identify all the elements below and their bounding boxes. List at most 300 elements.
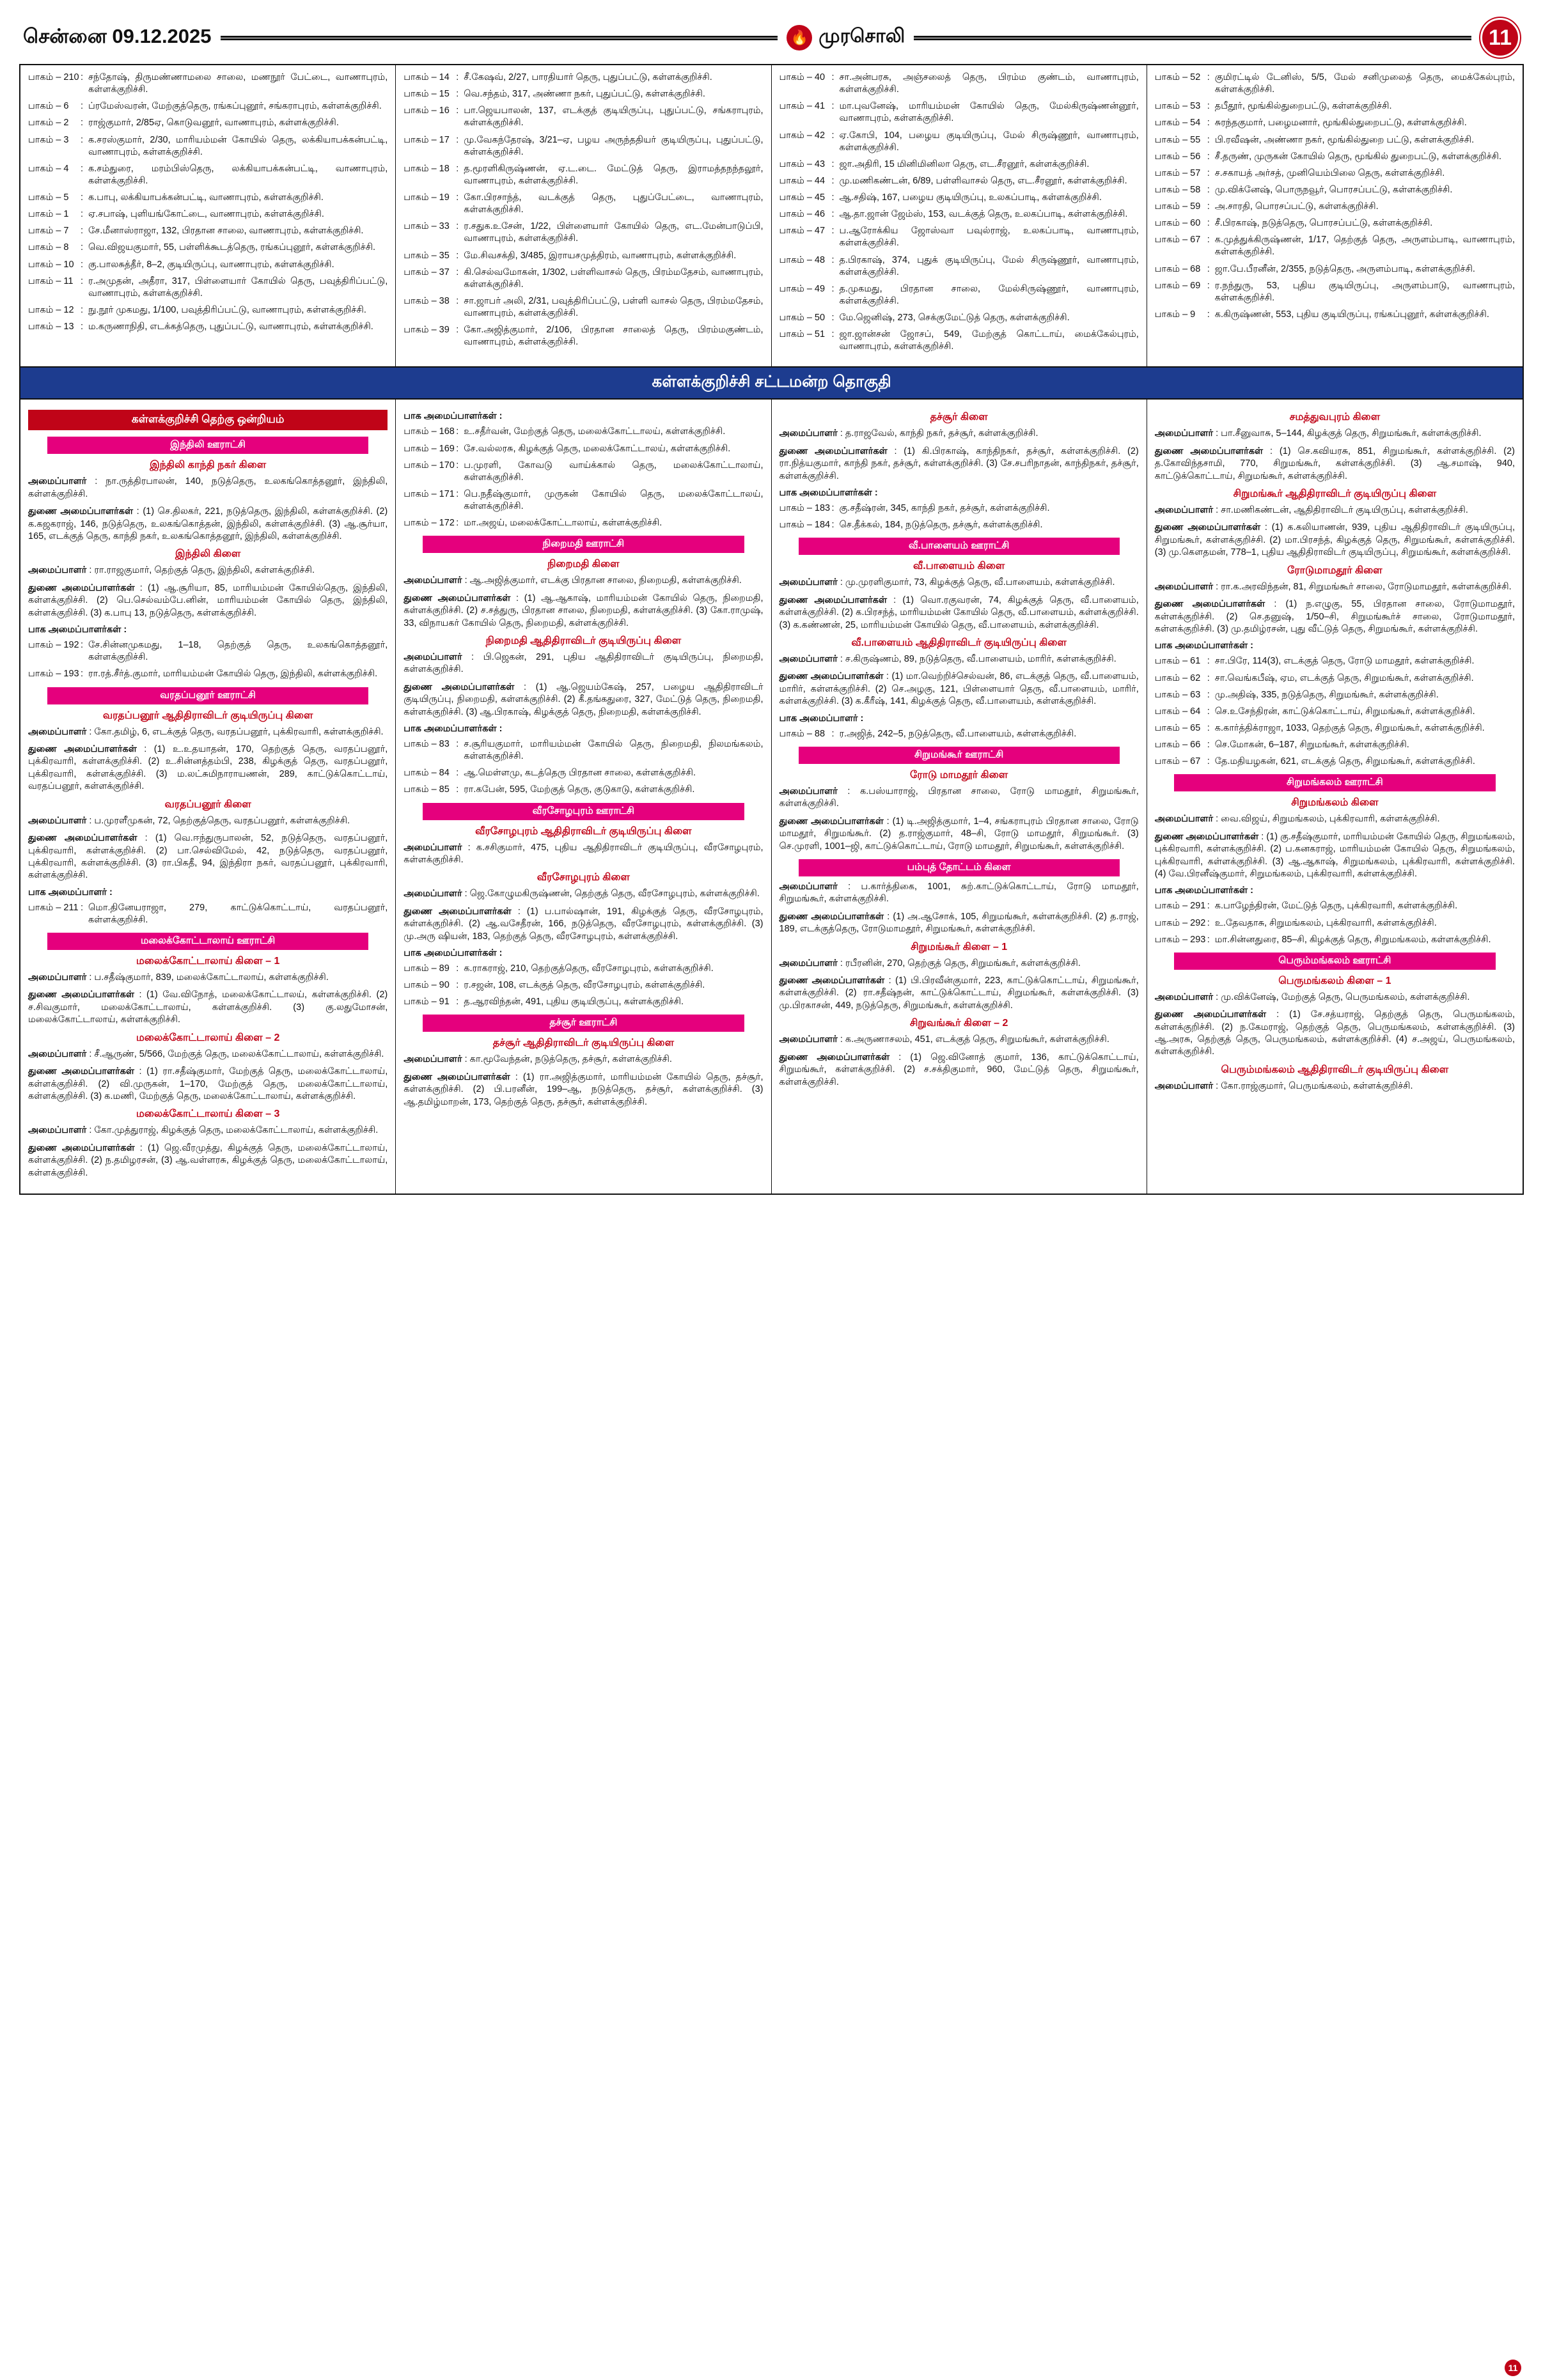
organiser-role-label: துணை அமைப்பாளர்கள் <box>28 1142 135 1153</box>
organiser-details: சீ.கேஷவ், 2/27, பாரதியார் தெரு, புதுப்பட்டு, கள்ளக்குறிச்சி. <box>464 72 712 82</box>
organiser-names: வை.விஜய், சிறுமங்கலம், புக்கிரவாரி, கள்ளக்குறிச்சி. <box>1221 814 1440 825</box>
organiser-role-label: அமைப்பாளர் <box>779 577 838 588</box>
organiser-paragraph: அமைப்பாளர் : கோ.தமிழ், 6, எடக்குத் தெரு, வரதப்பனூர், புக்கிரவாரி, கள்ளக்குறிச்சி. <box>28 726 384 737</box>
organiser-paragraph: துணை அமைப்பாளர்கள் : (1) மா.வெற்றிச்செல்வன், 86, எடக்குத் தெரு, வீ.பாளையம், மாரிர், கள்ளக்குறிச்சி. (2) செ.அழகு, 121, பிள்ளையார் தெரு, வீ.பாளையம், மாரிர், கள்ளக்குறிச்சி. (3) க.கீரீஷ், 141, கிழக்குத் தெரு, வீ.பாளையம், கள்ளக்குறிச்சி. <box>779 671 1139 707</box>
colon-separator: : <box>81 242 84 253</box>
organiser-details: வெ.விஜயகுமார், 55, பள்ளிக்கூடத்தெரு, ரங்கப்புனூர், கள்ளக்குறிச்சி. <box>88 242 376 253</box>
organiser-paragraph: அமைப்பாளர் : பா.சீனுவாசு, 5–144, கிழக்குத் தெரு, சிறுமங்கூர், கள்ளக்குறிச்சி. <box>1154 428 1482 439</box>
lower-sections <box>20 400 1523 1194</box>
part-number: பாகம் – 67 <box>1154 235 1201 245</box>
organiser-paragraph: அமைப்பாளர் : கோ.ராஜ்குமார், பெருமங்கலம், கள்ளக்குறிச்சி. <box>1154 1080 1413 1091</box>
organiser-details: நு.நூர் முகமது, 1/100, பவுத்திரிப்பட்டு, வாணாபுரம், கள்ளக்குறிச்சி. <box>88 304 366 315</box>
colon-separator: : <box>1207 934 1210 945</box>
organiser-names: க.அருணாசலம், 451, எடக்குத் தெரு, சிறுமங்கூர், கள்ளக்குறிச்சி. <box>845 1034 1109 1045</box>
organiser-names: (1) ப.பால்ஷான், 191, கிழக்குத் தெரு, வீரசோழபுரம், கள்ளக்குறிச்சி. (2) ஆ.வசேதீரன், 166, நடுத்தெரு, வீரசோழபுரம், கள்ளக்குறிச்சி. (3) மு.அரு ஷியன், 183, தெற்குத் தெரு, வீரசோழபுரம், கள்ளக்குறிச்சி. <box>403 906 764 942</box>
part-number: பாகம் – 57 <box>1154 167 1201 178</box>
colon-separator: : <box>1207 263 1210 274</box>
brand-name: முரசொலி <box>818 26 905 47</box>
colon-separator: : <box>81 304 84 315</box>
branch-header: வரதப்பனூர் கிளை <box>164 798 251 810</box>
part-number: பாகம் – 293 <box>1154 934 1206 945</box>
part-number: பாகம் – 211 <box>28 902 79 913</box>
part-entry <box>1155 201 1515 213</box>
masthead-rule-right <box>914 36 1471 40</box>
organiser-paragraph: அமைப்பாளர் : கா.மூவேந்தன், நடுத்தெரு, தச்சூர், கள்ளக்குறிச்சி. <box>403 1054 672 1065</box>
part-entry <box>779 130 1139 154</box>
organiser-details: மே.சிவசக்தி, 3/485, இராயசமுத்திரம், வாணாபுரம், கள்ளக்குறிச்சி. <box>464 250 737 261</box>
organiser-role-label: துணை அமைப்பாளர்கள் <box>1154 599 1265 610</box>
organiser-details: ர.நந்துரு, 53, புதிய குடியிருப்பு, அருளம்பாடு, வாணாபுரம், கள்ளக்குறிச்சி. <box>1214 280 1515 303</box>
organiser-names: (1) வொ.ரகுவரன், 74, கிழக்குத் தெரு, வீ.பாளையம், கள்ளக்குறிச்சி. (2) க.பிரசந்த், மாரியம்மன் கோயில் தெரு, வீ.பாளையம், கள்ளக்குறிச்சி. (3) க.கண்ணன், 25, மாரியம்மன் கோயில் தெரு, வீ.பாளையம், கள்ளக்குறிச்சி. <box>779 595 1139 630</box>
part-number: பாகம் – 65 <box>1154 722 1201 733</box>
part-entry <box>403 460 763 484</box>
organiser-details: குமிரட்டில் டேனிஸ், 5/5, மேல் சனிமுலைத் தெரு, மைக்கேல்புரம், கள்ளக்குறிச்சி. <box>1214 72 1515 95</box>
organiser-paragraph: அமைப்பாளர் : வை.விஜய், சிறுமங்கலம், புக்கிரவாரி, கள்ளக்குறிச்சி. <box>1154 814 1440 825</box>
organiser-role-label: துணை அமைப்பாளர்கள் <box>1154 446 1264 456</box>
organiser-names: (1) கு.சதீஷ்குமார், மாரியம்மன் கோயில் தெரு, சிறுமங்கலம், புக்கிரவாரி, கள்ளக்குறிச்சி. (2) ப.கனகராஜ், மாரியம்மன் கோயில் தெரு, சிறுமங்கலம், புக்கிரவாரி, கள்ளக்குறிச்சி. (3) ஆ.ஆகாஷ், சிறுமங்கலம், புக்கிரவாரி, கள்ளக்குறிச்சி. (4) வே.பிரனீஷ்குமார், சிறுமங்கலம், புக்கிரவாரி, கள்ளக்குறிச்சி. <box>1154 831 1515 879</box>
colon-separator: : <box>1207 917 1210 928</box>
part-number: பாகம் – 13 <box>28 322 74 332</box>
part-number: பாகம் – 69 <box>1154 280 1201 291</box>
organiser-role-label: துணை அமைப்பாளர்கள் <box>403 1071 510 1082</box>
branch-header: சிறுமங்கூர் ஆதிதிராவிடர் குடியிருப்பு கிளை <box>1233 488 1437 500</box>
part-entry <box>1155 72 1515 96</box>
part-number: பாகம் – 42 <box>779 130 826 141</box>
organiser-role-label: அமைப்பாளர் <box>779 428 838 439</box>
part-number: பாகம் – 4 <box>28 163 69 174</box>
organiser-role-label: அமைப்பாளர் <box>28 1048 87 1059</box>
organiser-names: ரா.க.அரவிந்தன், 81, சிறுமங்கூர் சாலை, ரோடுமாமதூர், கள்ளக்குறிச்சி. <box>1221 581 1512 592</box>
organiser-names: (1) டி.அஜித்குமார், 1–4, சங்கராபுரம் பிரதான சாலை, ரோடு மாமதூர், சிறுமங்கூர். (2) த.ராஜ்குமார், 48–சி, ரோடு மாமதூர், சிறுமங்கூர். (3) செ.முரளி, 1001–ஜி, காட்டுக்கொட்டாய், ரோடு மாமதூர், சிறுமங்கூர், கள்ளக்குறிச்சி. <box>779 816 1139 852</box>
part-entry <box>779 208 1139 221</box>
branch-header: வீ.பாளையம் ஆதிதிராவிடர் குடியிருப்பு கிளை <box>851 637 1067 648</box>
part-number: பாகம் – 14 <box>403 72 450 82</box>
organiser-details: பெ.நதீஷ்குமார், முருகன் கோயில் தெரு, மலைக்கோட்டாலய், கள்ளக்குறிச்சி. <box>464 488 764 511</box>
part-entry <box>1155 134 1515 146</box>
colon-separator: : <box>831 72 834 82</box>
organiser-role-label: துணை அமைப்பாளர்கள் <box>28 833 137 844</box>
part-organisers-label: பாக அமைப்பாளர்கள் : <box>28 625 127 635</box>
branch-header: ரோடுமாமதூர் கிளை <box>1287 564 1382 576</box>
organiser-role-label: அமைப்பாளர் <box>403 889 462 899</box>
branch-header: வீரசோழபுரம் கிளை <box>537 872 630 883</box>
organiser-details: கு.சதீஷ்ரன், 345, காந்தி நகர், தச்சூர், கள்ளக்குறிச்சி. <box>839 503 1050 514</box>
part-entry <box>403 784 763 796</box>
organiser-details: ரா.ரத்.சீர்த்.குமார், மாரியம்மன் கோயில் தெரு, இந்திலி, கள்ளக்குறிச்சி. <box>88 669 378 680</box>
part-entry <box>1155 917 1515 929</box>
organiser-details: ம.கருணாநிதி, எடக்கத்தெரு, புதுப்பட்டு, வாணாபுரம், கள்ளக்குறிச்சி. <box>88 322 373 332</box>
colon-separator: : <box>81 322 84 332</box>
organiser-details: சீ.தருண், முருகன் கோயில் தெரு, மூங்கில் துறைபட்டு, கள்ளக்குறிச்சி. <box>1214 151 1502 162</box>
organiser-role-label: துணை அமைப்பாளர்கள் <box>403 906 512 917</box>
page-number-badge: 11 <box>1480 18 1520 58</box>
organiser-names: க.பஸ்யாராஜ், பிரதான சாலை, ரோடு மாமதூர், சிறுமங்கூர், கள்ளக்குறிச்சி. <box>779 786 1139 809</box>
part-organisers-label: பாக அமைப்பாளர்கள் : <box>403 948 503 959</box>
part-entry <box>403 996 763 1008</box>
organiser-role-label: துணை அமைப்பாளர்கள் <box>403 593 511 603</box>
organiser-role-label: அமைப்பாளர் <box>28 476 87 487</box>
branch-header: பெருமங்கலம் கிளை – 1 <box>1278 975 1391 986</box>
organiser-details: ர.அமுதன், அதீரா, 317, பிள்ளையார் கோயில் தெரு, பவுத்திரிப்பட்டு, வாணாபுரம், கள்ளக்குறிச்சி. <box>88 276 388 299</box>
part-number: பாகம் – 84 <box>403 768 450 779</box>
branch-header: ரோடு மாமதூர் கிளை <box>910 769 1008 781</box>
organiser-names: (1) அ.ஆசோக், 105, சிறுமங்கூர், கள்ளக்குறிச்சி. (2) த.ராஜ், 189, எடக்குத்தெரு, ரோடுமாமதூர், சிறுமங்கூர், கள்ளக்குறிச்சி. <box>779 911 1139 935</box>
part-entry <box>1155 117 1515 129</box>
panchayat-header: இந்திலி ஊராட்சி <box>47 437 368 454</box>
top-column-1 <box>20 65 396 366</box>
organiser-role-label: அமைப்பாளர் <box>1154 428 1214 439</box>
organiser-details: சா.வெங்கபீஷ், ஏம, எடக்குத் தெரு, சிறுமங்கூர், கள்ளக்குறிச்சி. <box>1214 673 1474 683</box>
organiser-role-label: அமைப்பாளர் <box>28 972 87 983</box>
lower-column-4 <box>1147 400 1523 1194</box>
organiser-details: ஆ.சதிஷ், 167, பழைய குடியிருப்பு, உலகப்பாடி, கள்ளக்குறிச்சி. <box>839 192 1102 203</box>
panchayat-header: நிறைமதி ஊராட்சி <box>423 536 744 553</box>
organiser-role-label: துணை அமைப்பாளர்கள் <box>28 506 134 517</box>
colon-separator: : <box>456 488 459 499</box>
part-organisers-label: பாக அமைப்பாளர்கள் : <box>403 411 503 422</box>
organiser-role-label: அமைப்பாளர் <box>1154 992 1214 1002</box>
organiser-details: ப.ஆரோக்கிய ஜோஸ்வா பவுல்ராஜ், உலகப்பாடி, வாணாபுரம், கள்ளக்குறிச்சி. <box>839 226 1139 249</box>
organiser-paragraph: அமைப்பாளர் : கோ.முத்துராஜ், கிழக்குத் தெரு, மலைக்கோட்டாலாய், கள்ளக்குறிச்சி. <box>28 1125 379 1136</box>
organiser-details: க.பாழேந்திரன், மேட்டுத் தெரு, புக்கிரவாரி, கள்ளக்குறிச்சி. <box>1214 901 1458 912</box>
organiser-details: செ.தீக்கல், 184, நடுத்தெரு, தச்சூர், கள்ளக்குறிச்சி. <box>839 520 1043 531</box>
part-entry <box>403 443 763 455</box>
colon-separator: : <box>831 101 834 112</box>
colon-separator: : <box>831 159 834 169</box>
part-number: பாகம் – 17 <box>403 134 450 145</box>
part-number: பாகம் – 6 <box>28 101 69 112</box>
organiser-details: ஏ.சபாஷ், புளியங்கோட்டை, வாணாபுரம், கள்ளக்குறிச்சி. <box>88 209 324 220</box>
footer-page-badge: 11 <box>1505 2360 1521 2376</box>
colon-separator: : <box>1207 151 1210 162</box>
part-number: பாகம் – 16 <box>403 105 450 116</box>
organiser-paragraph: அமைப்பாளர் : பி.ஜெகன், 291, புதிய ஆதிதிராவிடர் குடியிருப்பு, நிறைமதி, கள்ளக்குறிச்சி. <box>403 651 764 675</box>
part-entry <box>403 267 763 291</box>
organiser-details: ஆ.தா.ஜான் ஜேம்ஸ், 153, வடக்குத் தெரு, உலகப்பாடி, கள்ளக்குறிச்சி. <box>839 209 1128 220</box>
part-entry <box>28 163 388 187</box>
organiser-role-label: துணை அமைப்பாளர்கள் <box>779 1052 890 1062</box>
part-entry <box>779 225 1139 249</box>
organiser-names: (1) சே.சத்யராஜ், தெற்குத் தெரு, பெருமங்கலம், கள்ளக்குறிச்சி. (2) ந.கேமராஜ், தெற்குத் தெரு, பெருமங்கலம், கள்ளக்குறிச்சி. (3) ஆ.அரசு, தெற்குத் தெரு, பெருமங்கலம், கள்ளக்குறிச்சி. (4) ச.அஜய், பெருமங்கலம், கள்ளக்குறிச்சி. <box>1154 1009 1516 1057</box>
organiser-paragraph: துணை அமைப்பாளர்கள் : (1) வெ.ஈந்துருபாலன், 52, நடுத்தெரு, வரதப்பனூர், புக்கிரவாரி, கள்ளக்குறிச்சி. (2) பா.செல்விமேல், 42, நடுத்தெரு, வரதப்பனூர், புக்கிரவாரி, கள்ளக்குறிச்சி. (3) ரா.பிகதீ, 94, இந்திரா நகர், வரதப்பனூர், புக்கிரவாரி, கள்ளக்குறிச்சி. <box>28 833 388 881</box>
panchayat-header: சிறுமங்கலம் ஊராட்சி <box>1174 774 1496 791</box>
part-organisers-label: பாக அமைப்பாளர் : <box>28 887 113 898</box>
content-frame <box>19 64 1524 1195</box>
part-number: பாகம் – 52 <box>1154 72 1201 82</box>
part-entry <box>28 259 388 271</box>
part-entry <box>28 208 388 221</box>
part-entry <box>28 192 388 204</box>
part-number: பாகம் – 18 <box>403 163 450 174</box>
part-number: பாகம் – 51 <box>779 329 826 340</box>
part-number: பாகம் – 35 <box>403 250 450 261</box>
part-number: பாகம் – 3 <box>28 134 69 145</box>
organiser-names: பி.ஜெகன், 291, புதிய ஆதிதிராவிடர் குடியிருப்பு, நிறைமதி, கள்ளக்குறிச்சி. <box>403 651 764 675</box>
organiser-paragraph: அமைப்பாளர் : நா.ருத்திரபாலன், 140, நடுத்தெரு, உலகங்கொத்தனூர், இந்திலி, கள்ளக்குறிச்சி. <box>28 476 388 499</box>
organiser-details: ர.சஜன், 108, எடக்குத் தெரு, வீரசோழபுரம், கள்ளக்குறிச்சி. <box>464 980 705 991</box>
panchayat-header: வீ.பாளையம் ஊராட்சி <box>799 538 1120 555</box>
organiser-names: ச.கிருஷ்ணம், 89, நடுத்தெரு, வீ.பாளையம், மாரிர், கள்ளக்குறிச்சி. <box>845 654 1116 664</box>
colon-separator: : <box>1207 740 1210 751</box>
part-entry <box>28 668 388 680</box>
colon-separator: : <box>1207 756 1210 767</box>
part-entry <box>1155 673 1515 685</box>
part-number: பாகம் – 49 <box>779 283 826 294</box>
part-entry <box>403 488 763 513</box>
part-number: பாகம் – 1 <box>28 209 69 220</box>
colon-separator: : <box>1207 722 1210 733</box>
part-organisers-label: பாக அமைப்பாளர்கள் : <box>1154 885 1253 896</box>
branch-header: இந்திலி காந்தி நகர் கிளை <box>150 460 267 471</box>
part-number: பாகம் – 33 <box>403 221 450 232</box>
organiser-details: ர.சதுக.உசேன், 1/22, பிள்ளையார் கோயில் தெரு, எட.மேன்பாடுப்பி, வாணாபுரம், கள்ளக்குறிச்சி. <box>464 221 764 244</box>
part-number: பாகம் – 88 <box>779 728 826 739</box>
lower-column-3 <box>772 400 1147 1194</box>
organiser-paragraph: துணை அமைப்பாளர்கள் : (1) செ.திலகர், 221, நடுத்தெரு, இந்திலி, கள்ளக்குறிச்சி. (2) க.கஜகராஜ், 146, நடுத்தெரு, உலகங்கொத்தன், இந்திலி, கள்ளக்குறிச்சி. (3) ஆ.சூர்யா, 165, எடக்குத் தெரு, காந்தி நகர், உலகங்கொத்தனூர், இந்திலி, கள்ளக்குறிச்சி. <box>28 506 388 542</box>
organiser-names: கா.மூவேந்தன், நடுத்தெரு, தச்சூர், கள்ளக்குறிச்சி. <box>469 1054 672 1065</box>
colon-separator: : <box>1207 901 1210 912</box>
organiser-role-label: துணை அமைப்பாளர்கள் <box>779 816 884 827</box>
part-number: பாகம் – 40 <box>779 72 826 82</box>
part-number: பாகம் – 62 <box>1154 673 1201 683</box>
organiser-role-label: துணை அமைப்பாளர்கள் <box>779 595 888 605</box>
organiser-paragraph: அமைப்பாளர் : மு.முரளிகுமார், 73, கிழக்குத் தெரு, வீ.பாளையம், கள்ளக்குறிச்சி. <box>779 577 1115 588</box>
part-number: பாகம் – 89 <box>403 963 450 974</box>
part-entry <box>28 225 388 237</box>
colon-separator: : <box>456 518 459 529</box>
organiser-paragraph: அமைப்பாளர் : சீ.ஆருண், 5/566, மேற்குத் தெரு, மலைக்கோட்டாலாய், கள்ளக்குறிச்சி. <box>28 1048 384 1059</box>
organiser-details: சே.மீனாஸ்ராஜா, 132, பிரதான சாலை, வாணாபுரம், கள்ளக்குறிச்சி. <box>88 226 364 237</box>
organiser-names: (1) பி.பிரவீன்குமார், 223, காட்டுக்கொட்டாய், சிறுமங்கூர், கள்ளக்குறிச்சி. (2) ரா.சதீஷ்நன், காட்டுக்கொட்டாய், சிறுமங்கூர், கள்ளக்குறிச்சி. (3) மு.பிரகாசன், 449, நடுத்தெரு, சிறுமங்கூர், கள்ளக்குறிச்சி. <box>779 976 1139 1011</box>
colon-separator: : <box>81 209 84 220</box>
organiser-details: க.கார்த்திக்ராஜா, 1033, தெற்குத் தெரு, சிறுமங்கூர், கள்ளக்குறிச்சி. <box>1214 722 1485 733</box>
part-number: பாகம் – 68 <box>1154 263 1201 274</box>
top-column-3 <box>772 65 1147 366</box>
part-entry <box>28 304 388 316</box>
part-entry <box>403 163 763 187</box>
colon-separator: : <box>1207 706 1210 717</box>
organiser-names: (1) ரா.சதீஷ்குமார், மேற்குத் தெரு, மலைக்கோட்டாலாய், கள்ளக்குறிச்சி. (2) வி.முருகன், 1–170, மேற்குத் தெரு, மலைக்கோட்டாலாய், கள்ளக்குறிச்சி. (3) க.மணி, மேற்குத் தெரு, மலைக்கோட்டாலாய், கள்ளக்குறிச்சி. <box>28 1066 388 1101</box>
part-number: பாகம் – 168 <box>403 426 455 437</box>
organiser-details: ஜா.அதிரி, 15 மினிமினிலா தெரு, எட.சீரனூர், கள்ளக்குறிச்சி. <box>839 159 1090 169</box>
organiser-paragraph: அமைப்பாளர் : க.பஸ்யாராஜ், பிரதான சாலை, ரோடு மாமதூர், சிறுமங்கூர், கள்ளக்குறிச்சி. <box>779 786 1139 809</box>
colon-separator: : <box>831 175 834 186</box>
colon-separator: : <box>456 163 459 174</box>
organiser-names: கோ.முத்துராஜ், கிழக்குத் தெரு, மலைக்கோட்டாலாய், கள்ளக்குறிச்சி. <box>94 1125 379 1136</box>
part-number: பாகம் – 15 <box>403 89 450 100</box>
part-entry <box>1155 756 1515 768</box>
organiser-paragraph: துணை அமைப்பாளர்கள் : (1) டி.அஜித்குமார், 1–4, சங்கராபுரம் பிரதான சாலை, ரோடு மாமதூர், சிறுமங்கூர். (2) த.ராஜ்குமார், 48–சி, ரோடு மாமதூர், சிறுமங்கூர். (3) செ.முரளி, 1001–ஜி, காட்டுக்கொட்டாய், ரோடு மாமதூர், சிறுமங்கூர், கள்ளக்குறிச்சி. <box>779 816 1139 852</box>
part-number: பாகம் – 37 <box>403 267 450 277</box>
organiser-names: (1) க.கலியாணன், 939, புதிய ஆதிதிராவிடர் குடியிருப்பு, சிறுமங்கூர், கள்ளக்குறிச்சி. (2) மா.பிரசந்த், கிழக்குத் தெரு, சிறுமங்கூர், கள்ளக்குறிச்சி. (3) மு.கெளதமன், 778–1, புதிய ஆதிதிராவிடர் குடியிருப்பு, சிறுமங்கூர், கள்ளக்குறிச்சி. <box>1154 522 1515 558</box>
organiser-details: மே.ஜெனிஷ், 273, செக்குமேட்டுத் தெரு, கள்ளக்குறிச்சி. <box>839 313 1070 323</box>
part-entry <box>1155 184 1515 196</box>
colon-separator: : <box>1207 218 1210 229</box>
part-entry <box>1155 217 1515 229</box>
organiser-role-label: அமைப்பாளர் <box>28 815 87 826</box>
organiser-details: செ.மோகன், 6–187, சிறுமங்கூர், கள்ளக்குறிச்சி. <box>1214 740 1409 751</box>
organiser-details: சுரந்தகுமார், பழைமனார், மூங்கில்துறைபட்டு, கள்ளக்குறிச்சி. <box>1214 118 1467 128</box>
part-entry <box>403 979 763 992</box>
part-number: பாகம் – 54 <box>1154 118 1201 128</box>
organiser-names: (1) ந.எழுகு, 55, பிரதான சாலை, ரோடுமாமதூர், கள்ளக்குறிச்சி. (2) செ.தனுஷ், 1/50–சி, சிறுமங்கூர்ச் சாலை, ரோடுமாமதூர், கள்ளக்குறிச்சி. (3) மு.தமிழ்ரசன், புது வீட்டுத் தெரு, சிறுமங்கூர், கள்ளக்குறிச்சி. <box>1154 599 1516 635</box>
colon-separator: : <box>81 118 84 128</box>
part-number: பாகம் – 170 <box>403 460 455 471</box>
organiser-details: மா.புவனேஷ், மாரியம்மன் கோயில் தெரு, மேல்கிருஷ்ணன்னூர், வாணாபுரம், கள்ளக்குறிச்சி. <box>839 101 1139 124</box>
organiser-paragraph: துணை அமைப்பாளர்கள் : (1) ஜெ.வினோத் குமார், 136, காட்டுக்கொட்டாய், சிறுமங்கூர், கள்ளக்குறிச்சி. (2) ச.சக்திகுமார், 960, மேட்டுத் தெரு, சிறுமங்கூர், கள்ளக்குறிச்சி. <box>779 1052 1139 1087</box>
part-entry <box>779 175 1139 187</box>
part-number: பாகம் – 66 <box>1154 740 1201 751</box>
organiser-names: (1) வே.விநோத், மலைக்கோட்டாலய், கள்ளக்குறிச்சி. (2) ச.சிவகுமார், மலைக்கோட்டாலாய், கள்ளக்குறிச்சி. (3) கு.லதுமோசன், மலைக்கோட்டாலாய், கள்ளக்குறிச்சி. <box>28 990 388 1025</box>
part-entry <box>1155 280 1515 304</box>
colon-separator: : <box>456 72 459 82</box>
organiser-role-label: துணை அமைப்பாளர்கள் <box>28 582 135 593</box>
organiser-role-label: அமைப்பாளர் <box>28 565 87 576</box>
organiser-details: சே.வல்லரசு, கிழக்குத் தெரு, மலைக்கோட்டாலய், கள்ளக்குறிச்சி. <box>464 443 731 454</box>
part-entry <box>1155 739 1515 751</box>
branch-header: வீரசோழபுரம் ஆதிதிராவிடர் குடியிருப்பு கிளை <box>475 825 692 837</box>
part-number: பாகம் – 19 <box>403 192 450 203</box>
colon-separator: : <box>456 768 459 779</box>
part-number: பாகம் – 39 <box>403 325 450 336</box>
organiser-details: மா.அஜய், மலைக்கோட்டாலாய், கள்ளக்குறிச்சி. <box>464 518 662 529</box>
organiser-names: த.ராஜவேல், காந்தி நகர், தச்சூர், கள்ளக்குறிச்சி. <box>845 428 1038 439</box>
organiser-names: (1) வெ.ஈந்துருபாலன், 52, நடுத்தெரு, வரதப்பனூர், புக்கிரவாரி, கள்ளக்குறிச்சி. (2) பா.செல்விமேல், 42, நடுத்தெரு, வரதப்பனூர், புக்கிரவாரி, கள்ளக்குறிச்சி. (3) ரா.பிகதீ, 94, இந்திரா நகர், வரதப்பனூர், புக்கிரவாரி, கள்ளக்குறிச்சி. <box>28 833 388 881</box>
organiser-paragraph: துணை அமைப்பாளர்கள் : (1) செ.கவியரசு, 851, சிறுமங்கூர், கள்ளக்குறிச்சி. (2) த.கோவிந்தசாமி, 770, சிறுமங்கூர், கள்ளக்குறிச்சி. (3) ஆ.சமாஷ், 940, காட்டுக்கொட்டாய், சிறுமங்கூர், கள்ளக்குறிச்சி. <box>1154 446 1515 481</box>
part-number: பாகம் – 11 <box>28 276 74 286</box>
organiser-paragraph: அமைப்பாளர் : க.அருணாசலம், 451, எடக்குத் தெரு, சிறுமங்கூர், கள்ளக்குறிச்சி. <box>779 1034 1109 1045</box>
organiser-role-label: அமைப்பாளர் <box>403 651 462 662</box>
organiser-names: க.சசிகுமார், 475, புதிய ஆதிதிராவிடர் குடியிருப்பு, வீரசோழபுரம், கள்ளக்குறிச்சி. <box>403 842 764 865</box>
brand <box>787 25 905 51</box>
part-entry <box>403 192 763 216</box>
organiser-details: சே.சின்னமுகமது, 1–18, தெற்குத் தெரு, உலகங்கொத்தனூர், கள்ளக்குறிச்சி. <box>88 640 388 663</box>
part-number: பாகம் – 7 <box>28 226 69 237</box>
organiser-paragraph: அமைப்பாளர் : சா.மணிகண்டன், ஆதிதிராவிடர் குடியிருப்பு, கள்ளக்குறிச்சி. <box>1154 505 1468 516</box>
colon-separator: : <box>456 89 459 100</box>
organiser-details: ஜா.ஜான்சன் ஜோசப், 549, மேற்குத் கொட்டாய், மைக்கேல்புரம், வாணாபுரம், கள்ளக்குறிச்சி. <box>839 329 1139 352</box>
organiser-details: க.சரஸ்குமார், 2/30, மாரியம்மன் கோயில் தெரு, லக்கியாபக்கன்பட்டி, வாணாபுரம், கள்ளக்குறிச்சி. <box>88 134 388 157</box>
panchayat-header: பம்புத் தோட்டம் கிளை <box>799 859 1120 876</box>
part-organisers-label: பாக அமைப்பாளர்கள் : <box>1154 641 1253 651</box>
colon-separator: : <box>81 134 84 145</box>
part-entry <box>1155 263 1515 276</box>
organiser-paragraph: துணை அமைப்பாளர்கள் : (1) பி.பிரவீன்குமார், 223, காட்டுக்கொட்டாய், சிறுமங்கூர், கள்ளக்குறிச்சி. (2) ரா.சதீஷ்நன், காட்டுக்கொட்டாய், சிறுமங்கூர், கள்ளக்குறிச்சி. (3) மு.பிரகாசன், 449, நடுத்தெரு, சிறுமங்கூர், கள்ளக்குறிச்சி. <box>779 976 1139 1011</box>
organiser-details: பா.ஜெயபாலன், 137, எடக்குத் குடியிருப்பு, புதுப்பட்டு, சங்கராபுரம், கள்ளக்குறிச்சி. <box>464 105 764 128</box>
part-number: பாகம் – 210 <box>28 72 79 82</box>
organiser-role-label: துணை அமைப்பாளர்கள் <box>28 1066 134 1077</box>
organiser-details: மொ.தினேயராஜா, 279, காட்டுக்கொட்டாய், வரதப்பனூர், கள்ளக்குறிச்சி. <box>88 902 388 925</box>
top-column-4 <box>1147 65 1523 366</box>
colon-separator: : <box>456 426 459 437</box>
organiser-paragraph: அமைப்பாளர் : ரா.க.அரவிந்தன், 81, சிறுமங்கூர் சாலை, ரோடுமாமதூர், கள்ளக்குறிச்சி. <box>1154 581 1512 592</box>
part-entry <box>28 134 388 159</box>
organiser-names: நா.ருத்திரபாலன், 140, நடுத்தெரு, உலகங்கொத்தனூர், இந்திலி, கள்ளக்குறிச்சி. <box>28 476 388 499</box>
organiser-names: (1) ஆ.சூரியா, 85, மாரியம்மன் கோயில்தெரு, இந்திலி, கள்ளக்குறிச்சி. (2) பெ.செல்வம்பே.னின், மாரியம்மன் கோயில் தெரு, இந்திலி, கள்ளக்குறிச்சி. (3) க.பாபு 13, நடுத்தெரு, கள்ளக்குறிச்சி. <box>28 582 388 618</box>
organiser-names: பா.சீனுவாசு, 5–144, கிழக்குத் தெரு, சிறுமங்கூர், கள்ளக்குறிச்சி. <box>1221 428 1482 439</box>
part-entry <box>1155 167 1515 180</box>
organiser-names: மு.விக்னேஷ், மேற்குத் தெரு, பெருமங்கலம், கள்ளக்குறிச்சி. <box>1221 992 1470 1002</box>
organiser-paragraph: அமைப்பாளர் : க.சசிகுமார், 475, புதிய ஆதிதிராவிடர் குடியிருப்பு, வீரசோழபுரம், கள்ளக்குறிச்சி. <box>403 842 764 865</box>
organiser-role-label: அமைப்பாளர் <box>403 1054 462 1065</box>
organiser-details: கோ.அஜித்குமார், 2/106, பிரதான சாலைத் தெரு, பிரம்மகுண்டம், வாணாபுரம், கள்ளக்குறிச்சி. <box>464 325 764 348</box>
organiser-paragraph: துணை அமைப்பாளர்கள் : (1) அ.ஆசோக், 105, சிறுமங்கூர், கள்ளக்குறிச்சி. (2) த.ராஜ், 189, எடக்குத்தெரு, ரோடுமாமதூர், சிறுமங்கூர், கள்ளக்குறிச்சி. <box>779 911 1139 935</box>
colon-separator: : <box>1207 134 1210 145</box>
part-number: பாகம் – 67 <box>1154 756 1201 767</box>
organiser-names: ரா.ராஜகுமார், தெற்குத் தெரு, இந்திலி, கள்ளக்குறிச்சி. <box>94 565 315 576</box>
part-number: பாகம் – 45 <box>779 192 826 203</box>
colon-separator: : <box>831 313 834 323</box>
branch-header: நிறைமதி ஆதிதிராவிடர் குடியிருப்பு கிளை <box>485 635 682 646</box>
colon-separator: : <box>456 963 459 974</box>
organiser-names: ரபீரனின், 270, தெற்குத் தெரு, சிறுமங்கூர், கள்ளக்குறிச்சி. <box>845 958 1081 968</box>
organiser-paragraph: அமைப்பாளர் : ப.முரளீமுகன், 72, தெற்குத்தெரு, வரதப்பனூர், கள்ளக்குறிச்சி. <box>28 815 350 826</box>
organiser-names: (1) செ.திலகர், 221, நடுத்தெரு, இந்திலி, கள்ளக்குறிச்சி. (2) க.கஜகராஜ், 146, நடுத்தெரு, உலகங்கொத்தன், இந்திலி, கள்ளக்குறிச்சி. (3) ஆ.சூர்யா, 165, எடக்குத் தெரு, காந்தி நகர், உலகங்கொத்தனூர், இந்திலி, கள்ளக்குறிச்சி. <box>28 506 388 542</box>
colon-separator: : <box>456 739 459 750</box>
organiser-role-label: துணை அமைப்பாளர்கள் <box>779 671 884 682</box>
branch-header: இந்திலி கிளை <box>175 548 241 560</box>
panchayat-header: பெரும்மங்கலம் ஊராட்சி <box>1174 953 1496 970</box>
organiser-paragraph: அமைப்பாளர் : ப.சதீஷ்குமார், 839, மலைக்கோட்டாலாய், கள்ளக்குறிச்சி. <box>28 972 329 983</box>
colon-separator: : <box>456 105 459 116</box>
organiser-details: த.ஆரவிந்தன், 491, புதிய குடியிருப்பு, கள்ளக்குறிச்சி. <box>464 997 684 1007</box>
organiser-details: க.கிருஷ்ணன், 553, புதிய குடியிருப்பு, ரங்கப்புனூர், கள்ளக்குறிச்சி. <box>1214 309 1489 320</box>
colon-separator: : <box>456 250 459 261</box>
colon-separator: : <box>1207 235 1210 245</box>
part-number: பாகம் – 41 <box>779 101 826 112</box>
panchayat-header: தச்சூர் ஊராட்சி <box>423 1015 744 1032</box>
organiser-details: ப.முரளி, கோவடு வாய்க்கால் தெரு, மலைக்கோட்டாலாய், கள்ளக்குறிச்சி. <box>464 460 764 483</box>
organiser-names: (1) ரா.அஜித்குமார், மாரியம்மன் கோயில் தெரு, தச்சூர், கள்ளக்குறிச்சி. (2) பி.பரனீன், 199–ஆ, நடுத்தெரு, தச்சூர், கள்ளக்குறிச்சி. (3) ஆ.தமிழ்மாறன், 173, தெற்குத் தெரு, தச்சூர், கள்ளக்குறிச்சி. <box>403 1071 764 1107</box>
colon-separator: : <box>1207 118 1210 128</box>
colon-separator: : <box>81 101 84 112</box>
organiser-names: ஜெ.கோழுமகிருஷ்ணன், தெற்குத் தெரு, வீரசோழபுரம், கள்ளக்குறிச்சி. <box>469 889 760 899</box>
organiser-role-label: அமைப்பாளர் <box>403 575 462 586</box>
part-entry <box>403 295 763 320</box>
organiser-names: சா.மணிகண்டன், ஆதிதிராவிடர் குடியிருப்பு, கள்ளக்குறிச்சி. <box>1221 505 1468 516</box>
organiser-role-label: அமைப்பாளர் <box>779 654 838 664</box>
organiser-details: ச.சகாயத் அர்சத், முனியெம்பிலை தெரு, கள்ளக்குறிச்சி. <box>1214 167 1445 178</box>
colon-separator: : <box>831 728 834 739</box>
part-entry <box>779 72 1139 96</box>
colon-separator: : <box>456 784 459 795</box>
part-number: பாகம் – 2 <box>28 118 69 128</box>
lower-column-2 <box>396 400 771 1194</box>
colon-separator: : <box>1207 101 1210 112</box>
branch-header: மலைக்கோட்டாலாய் கிளை – 2 <box>136 1032 280 1043</box>
colon-separator: : <box>81 72 84 82</box>
part-entry <box>403 426 763 438</box>
part-entry <box>779 329 1139 353</box>
part-entry <box>403 88 763 100</box>
colon-separator: : <box>831 283 834 294</box>
organiser-names: (1) ஆ.ஆகாஷ், மாரியம்மன் கோயில் தெரு, நிறைமதி, கள்ளக்குறிச்சி. (2) ச.சத்துரு, பிரதான சாலை, நிறைமதி, கள்ளக்குறிச்சி. (3) கோ.ராமுஷ், 33, விநாயகர் கோயில் தெரு, நிறைமதி, கள்ளக்குறிச்சி. <box>403 593 764 628</box>
colon-separator: : <box>456 192 459 203</box>
part-entry <box>403 738 763 763</box>
part-organisers-label: பாக அமைப்பாளர்கள் : <box>779 488 878 499</box>
organiser-names: (1) செ.கவியரசு, 851, சிறுமங்கூர், கள்ளக்குறிச்சி. (2) த.கோவிந்தசாமி, 770, சிறுமங்கூர், கள்ளக்குறிச்சி. (3) ஆ.சமாஷ், 940, காட்டுக்கொட்டாய், சிறுமங்கூர், கள்ளக்குறிச்சி. <box>1154 446 1515 481</box>
panchayat-header: சிறுமங்கூர் ஊராட்சி <box>799 747 1120 764</box>
part-entry <box>1155 706 1515 718</box>
organiser-role-label: அமைப்பாளர் <box>28 1125 87 1136</box>
organiser-details: க.ராகராஜ், 210, தெற்குத்தெரு, வீரசோழபுரம், கள்ளக்குறிச்சி. <box>464 963 714 974</box>
part-entry <box>28 639 388 664</box>
colon-separator: : <box>1207 280 1210 291</box>
organiser-details: த.மூரளிகிருஷ்ணன், ஏ.ட.டை. மேட்டுத் தெரு, இராமத்தநந்தலூர், வாணாபுரம், கள்ளக்குறிச்சி. <box>464 163 764 186</box>
part-entry <box>403 250 763 262</box>
panchayat-header: வீரசோழபுரம் ஊராட்சி <box>423 803 744 820</box>
branch-header: வரதப்பனூர் ஆதிதிராவிடர் குடியிருப்பு கிளை <box>102 710 313 721</box>
